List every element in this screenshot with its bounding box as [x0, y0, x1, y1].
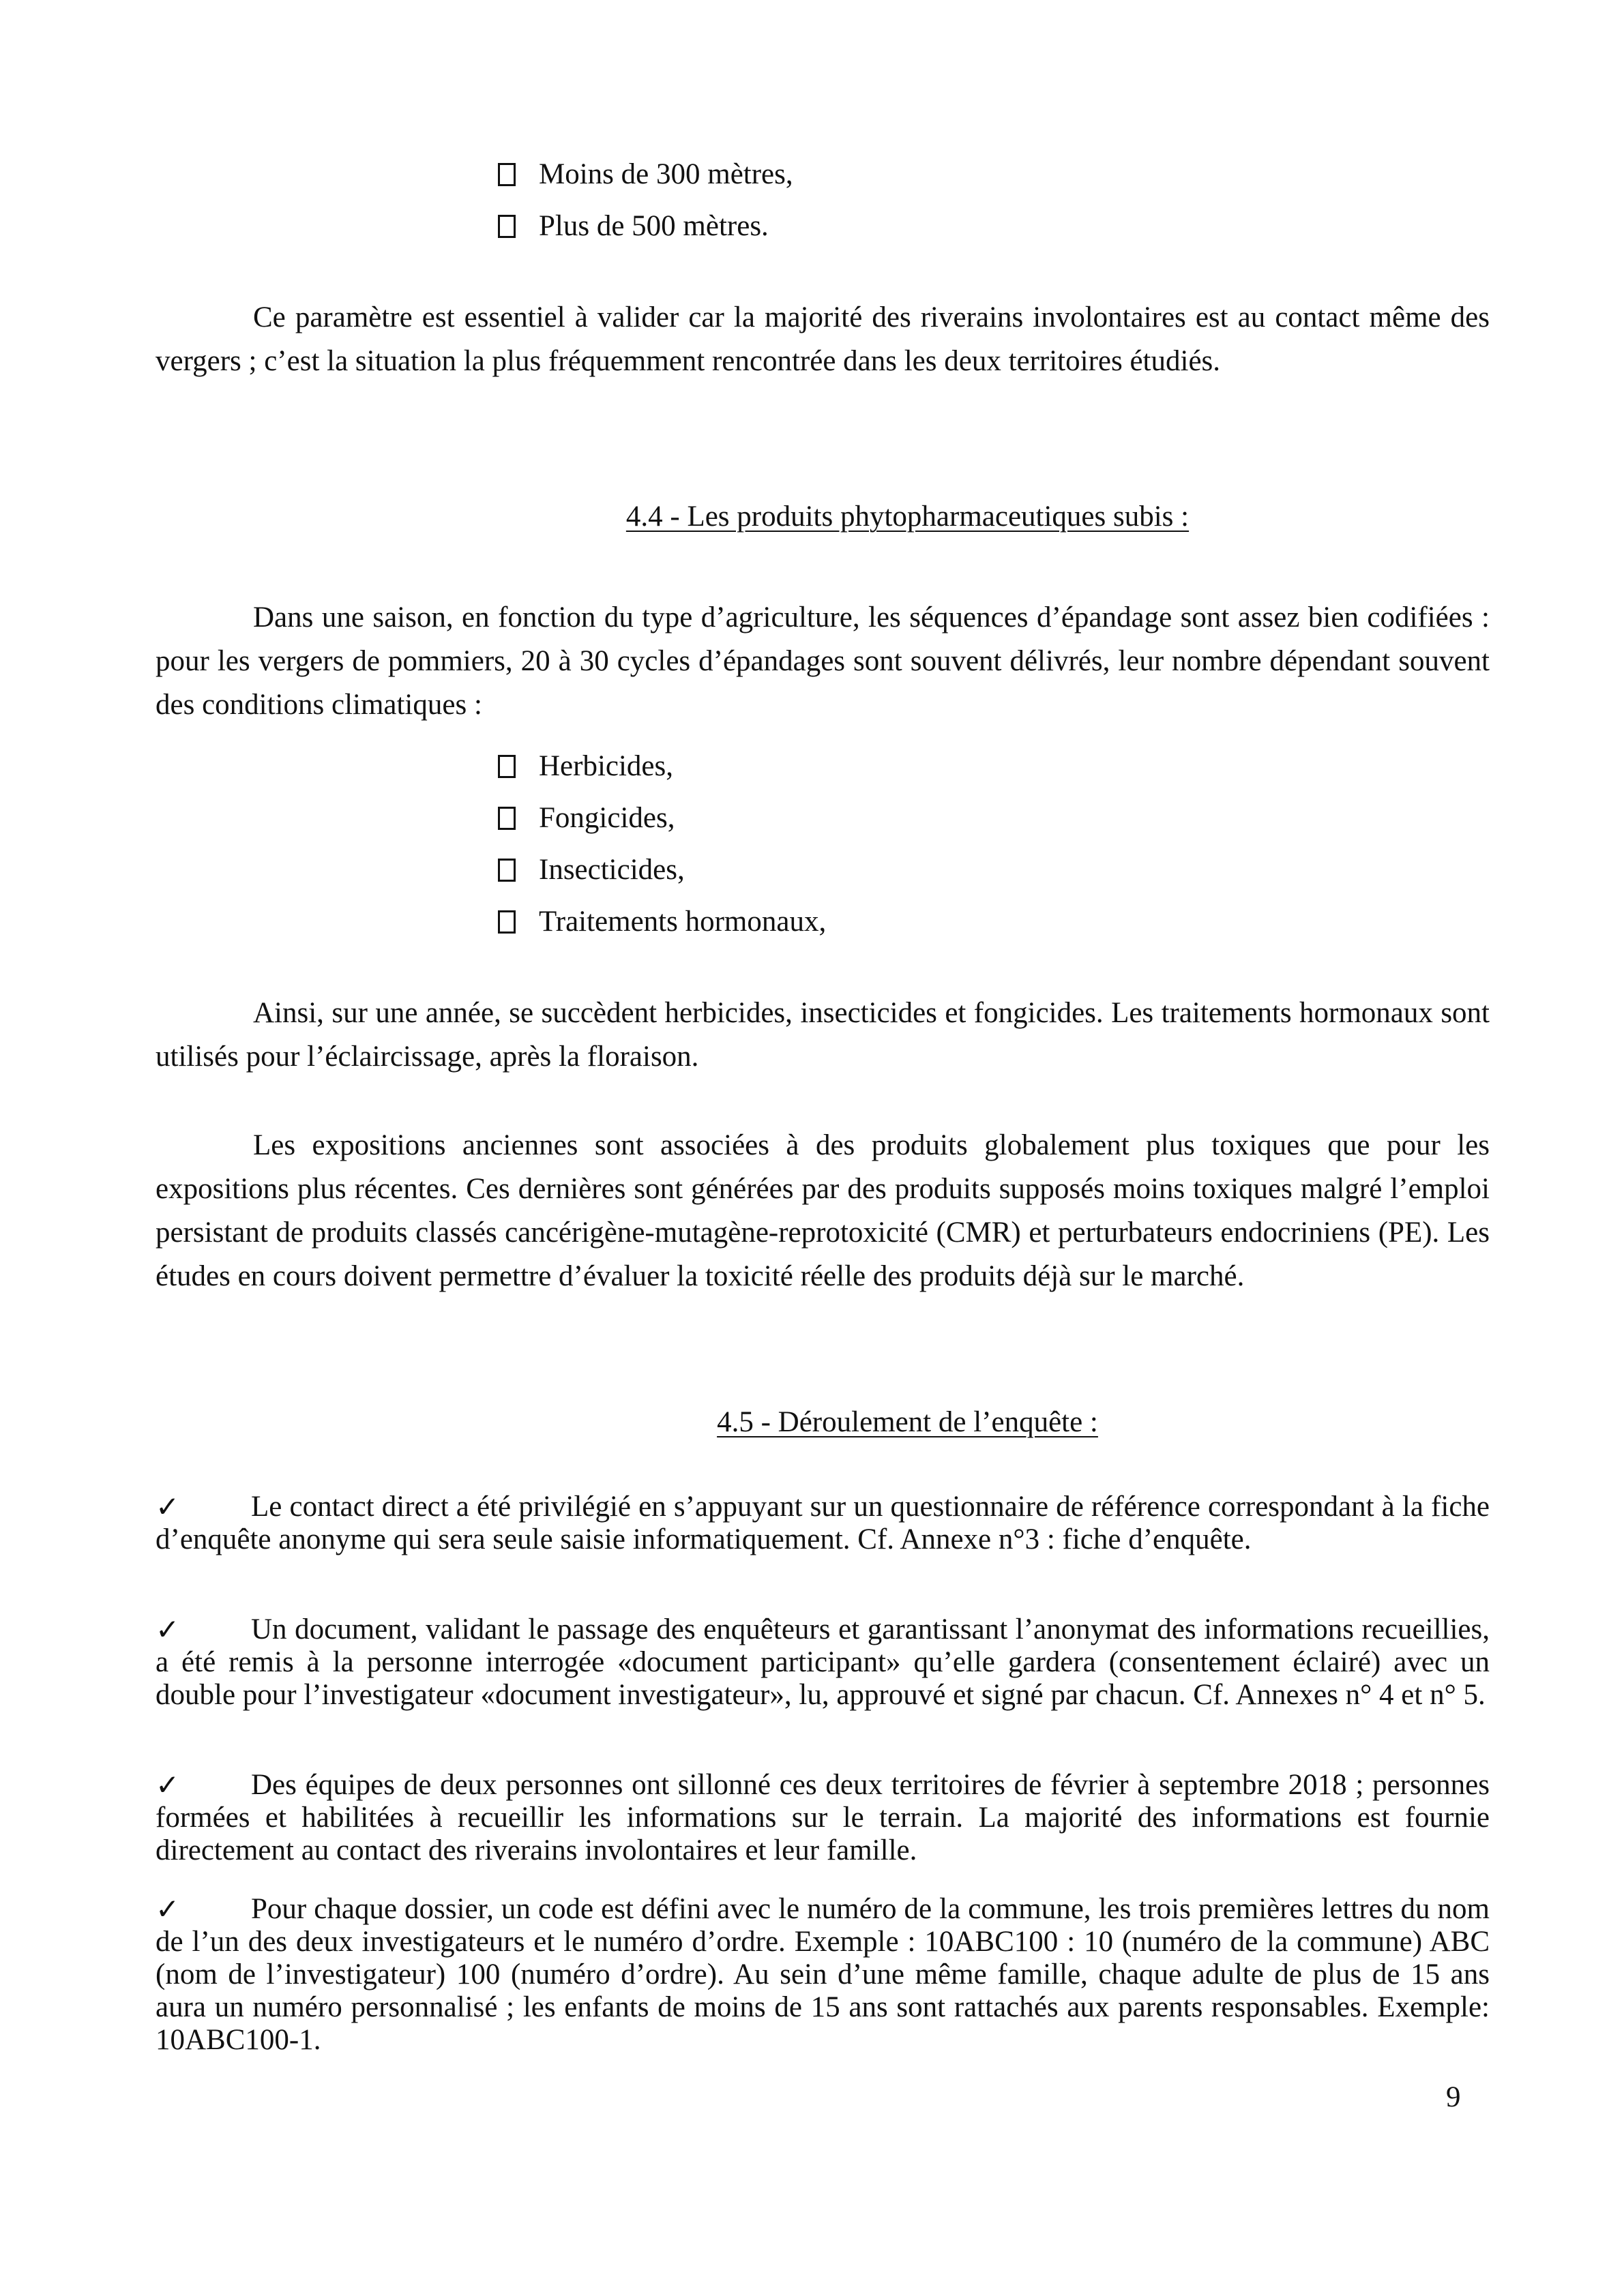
- paragraph-saison: Dans une saison, en fonction du type d’agriculture, les séquences d’épandage sont assez bien codifiées : pour les vergers de pommiers, 20 à 30 cycles d’épandages sont souvent délivrés, leur nombre dépendant souvent des conditions climatiques :: [156, 601, 1490, 721]
- bullet-text: Pour chaque dossier, un code est défini avec le numéro de la commune, les trois premières lettres du nom de l’un des deux investigateurs et le numéro d’ordre. Exemple : 10ABC100 : 10 (numéro de la commune) ABC (nom de l’investigateur) 100 (numéro d’ordre). Au sein d’une même famille, chaque adulte de plus de 15 ans aura un numéro personnalisé ; les enfants de moins de 15 ans sont rattachés aux parents responsables. Exemple: 10ABC100-1.: [156, 1893, 1490, 2056]
- distance-list: [498, 149, 793, 252]
- paragraph-ainsi: Ainsi, sur une année, se succèdent herbicides, insecticides et fongicides. Les traitements hormonaux sont utilisés pour l’éclaircissage, après la floraison.: [156, 997, 1490, 1073]
- checkmark-icon: ✓: [156, 1490, 180, 1523]
- section-heading-4-5: [0, 1401, 1624, 1444]
- checkbox-square-icon: [498, 910, 516, 934]
- list-item: [498, 200, 793, 252]
- section-heading-text: 4.5 - Déroulement de l’enquête :: [717, 1406, 1098, 1438]
- list-item-label: Traitements hormonaux,: [539, 906, 827, 938]
- list-item-label: Insecticides,: [539, 854, 685, 886]
- list-item: [498, 896, 826, 948]
- checkbox-square-icon: [498, 859, 516, 882]
- bullet-text: Des équipes de deux personnes ont sillonné ces deux territoires de février à septembre 2018 ; personnes formées et habilitées à recueillir les informations sur le terrain. La majorité des informations est fournie directement au contact des riverains involontaires et leur famille.: [156, 1769, 1490, 1866]
- checkmark-icon: ✓: [156, 1613, 180, 1646]
- list-item-label: Moins de 300 mètres,: [539, 158, 793, 190]
- list-item-label: Plus de 500 mètres.: [539, 210, 769, 242]
- page-number: 9: [1446, 2081, 1461, 2113]
- list-item: [498, 844, 826, 896]
- checkbox-square-icon: [498, 163, 516, 186]
- list-item-label: Herbicides,: [539, 750, 674, 782]
- checkbox-square-icon: [498, 807, 516, 830]
- products-list: [498, 741, 826, 948]
- list-item: [498, 149, 793, 200]
- bullet-item: [156, 1893, 1490, 2057]
- checkbox-square-icon: [498, 215, 516, 238]
- bullet-text: Le contact direct a été privilégié en s’appuyant sur un questionnaire de référence correspondant à la fiche d’enquête anonyme qui sera seule saisie informatiquement. Cf. Annexe n°3 : fiche d’enquête.: [156, 1491, 1490, 1555]
- list-item: [498, 741, 826, 792]
- checkmark-icon: ✓: [156, 1768, 180, 1802]
- paragraph-expositions: Les expositions anciennes sont associées à des produits globalement plus toxiques que pour les expositions plus récentes. Ces dernières sont générées par des produits supposés moins toxiques malgré l’emploi persistant de produits classés cancérigène-mutagène-reprotoxicité (CMR) et perturbateurs endocriniens (PE). Les études en cours doivent permettre d’évaluer la toxicité réelle des produits déjà sur le marché.: [156, 1129, 1490, 1292]
- bullet-item: [156, 1491, 1490, 1556]
- bullet-item: [156, 1769, 1490, 1867]
- bullet-item: [156, 1613, 1490, 1712]
- paragraph-parametre: Ce paramètre est essentiel à valider car la majorité des riverains involontaires est au contact même des vergers ; c’est la situation la plus fréquemment rencontrée dans les deux territoires étudiés.: [156, 301, 1490, 377]
- checkbox-square-icon: [498, 755, 516, 778]
- list-item-label: Fongicides,: [539, 802, 675, 834]
- list-item: [498, 792, 826, 844]
- bullet-text: Un document, validant le passage des enquêteurs et garantissant l’anonymat des informations recueillies, a été remis à la personne interrogée «document participant» qu’elle gardera (consentement éclairé) avec un double pour l’investigateur «document investigateur», lu, approuvé et signé par chacun. Cf. Annexes n° 4 et n° 5.: [156, 1613, 1490, 1711]
- section-heading-text: 4.4 - Les produits phytopharmaceutiques subis :: [625, 501, 1190, 533]
- section-heading-4-4: [0, 495, 1624, 539]
- checkmark-icon: ✓: [156, 1892, 180, 1926]
